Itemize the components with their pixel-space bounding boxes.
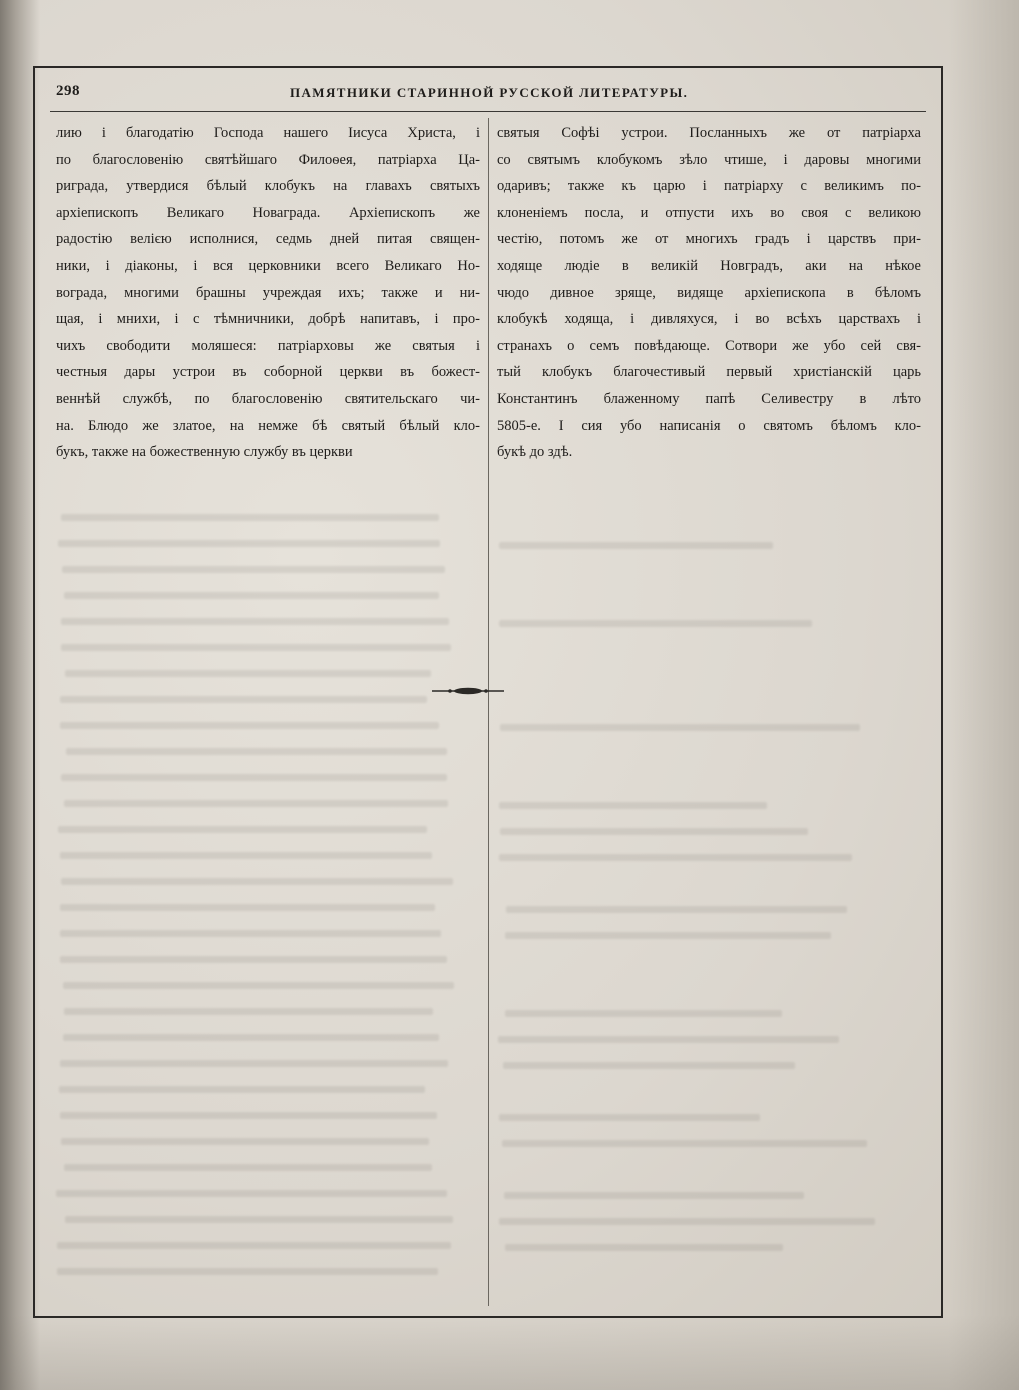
right-column-line: 5805-е. І сия убо написанія о святомъ бѣломъ кло-: [497, 417, 921, 434]
right-column-line: ходяще людіе в великій Новградъ, аки на нѣкое: [497, 257, 921, 274]
right-column-line: одаривъ; также къ царю і патріарху с великимъ по-: [497, 178, 921, 195]
right-column-line: святыя Софѣі устрои. Посланныхъ же от патріарха: [497, 125, 921, 141]
left-column-line: на. Блюдо же златое, на немже бѣ святый бѣлый кло-: [56, 417, 480, 434]
right-column-line: честію, потомъ же от многихъ градъ і царствъ при-: [497, 231, 921, 248]
left-column-line: чихъ свободити моляшеся: патріарховы же святыя і: [56, 337, 480, 354]
left-column-line: ники, і діаконы, і вся церковники всего Великаго Но-: [56, 257, 480, 274]
header-rule: [50, 111, 926, 112]
right-column-line: тый клобукъ благочестивый первый христіанскій царь: [497, 364, 921, 381]
right-column-line: клобукѣ ходяща, і дивляхуся, і во всѣхъ царствахъ і: [497, 311, 921, 328]
left-column-line: радостію велією исполнися, седмь дней питая священ-: [56, 231, 480, 248]
left-column-line: честныя дары устрои въ соборной церкви въ божест-: [56, 364, 480, 381]
page-edge-shadow: [949, 0, 1019, 1390]
page-bottom-shading: [0, 1315, 1019, 1390]
right-column-line: странахъ о семъ повѣдающе. Сотвори же убо сей свя-: [497, 337, 921, 354]
left-column-line: риграда, утвердися бѣлый клобукъ на главахъ святыхъ: [56, 178, 480, 195]
page-number: 298: [56, 83, 80, 99]
right-column-line: чюдо дивное зряще, видяще архіепископа в бѣломъ: [497, 284, 921, 301]
right-column-line: со святымъ клобукомъ зѣло чтише, і даровы многими: [497, 151, 921, 168]
left-column-line: вограда, многими брашны учреждая ихъ; также и ни-: [56, 284, 480, 301]
right-column-line: Константинъ блаженному папѣ Селивестру в лѣто: [497, 390, 921, 407]
left-column-line: щая, і мнихи, і с тѣмничники, добрѣ напитавъ, і про-: [56, 311, 480, 328]
column-divider: [488, 118, 489, 1306]
right-text-column: [497, 120, 921, 466]
left-text-column: [56, 120, 480, 466]
right-column-line: клоненіемъ посла, и отпусти ихъ во своя с великою: [497, 204, 921, 221]
left-column-line: веннѣй службѣ, по благословенію святительскаго чи-: [56, 390, 480, 407]
left-column-line: по благословенію святѣйшаго Филоѳея, патріарха Ца-: [56, 151, 480, 168]
running-head: ПАМЯТНИКИ СТАРИННОЙ РУССКОЙ ЛИТЕРАТУРЫ.: [290, 85, 689, 100]
left-column-line: букъ, также на божественную службу въ церкви: [56, 444, 353, 461]
end-ornament-icon: [432, 683, 504, 699]
left-column-line: архіепископъ Великаго Новаграда. Архіепископъ же: [56, 204, 480, 221]
right-column-line: букѣ до здѣ.: [497, 444, 573, 461]
left-column-line: лию і благодатію Господа нашего Іисуса Христа, і: [56, 125, 480, 141]
